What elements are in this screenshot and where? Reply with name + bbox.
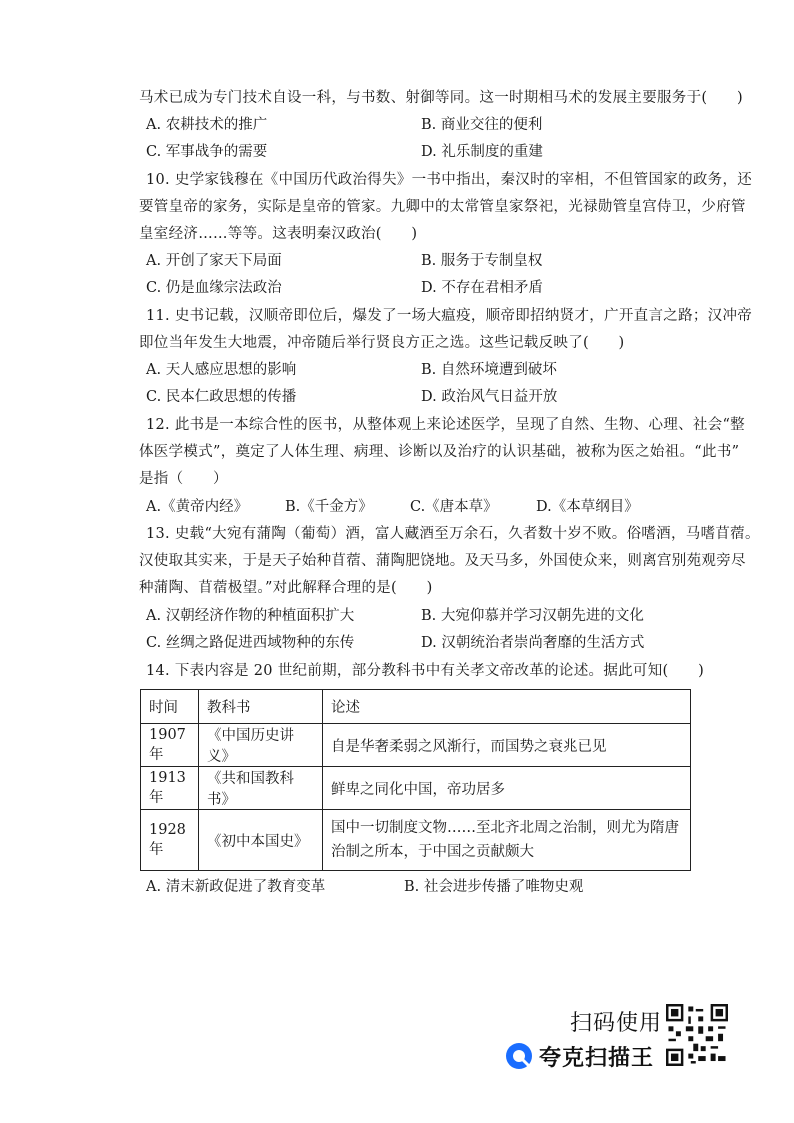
q9-option-c: C. 军事战争的需要 bbox=[146, 144, 268, 160]
q11-option-c: C. 民本仁政思想的传播 bbox=[146, 389, 297, 405]
table-row bbox=[141, 810, 691, 871]
question-12-line-1: 12. 此书是一本综合性的医书，从整体观上来论述医学，呈现了自然、生物、心理、社会“整 bbox=[146, 417, 745, 433]
scanner-brand bbox=[505, 1040, 654, 1072]
q14-option-b: B. 社会进步传播了唯物史观 bbox=[404, 879, 584, 895]
q13-option-c: C. 丝绸之路促进西域物种的东传 bbox=[146, 635, 355, 651]
question-14-stem: 14. 下表内容是 20 世纪前期，部分教科书中有关孝文帝改革的论述。据此可知( ) bbox=[146, 663, 705, 679]
q13-option-b: B. 大宛仰慕并学习汉朝先进的文化 bbox=[421, 608, 644, 624]
cell-textbook: 《初中本国史》 bbox=[199, 810, 323, 871]
table-header-row bbox=[141, 690, 691, 724]
header-discussion: 论述 bbox=[323, 690, 691, 724]
q10-option-d: D. 不存在君相矛盾 bbox=[421, 280, 543, 296]
brand-name: 夸克扫描王 bbox=[539, 1045, 655, 1071]
cell-discussion: 鲜卑之同化中国，帝功居多 bbox=[323, 767, 691, 810]
cell-discussion-text: 国中一切制度文物……至北齐北周之治制，则尤为隋唐治制之所本，于中国之贡献颇大 bbox=[331, 820, 679, 860]
cell-year: 1913 年 bbox=[141, 767, 199, 810]
question-12-line-2: 体医学模式”，奠定了人体生理、病理、诊断以及治疗的认识基础，被称为医之始祖。“此书” bbox=[139, 444, 740, 460]
cell-textbook: 《中国历史讲义》 bbox=[199, 724, 323, 767]
cell-year: 1907 年 bbox=[141, 724, 199, 767]
q12-option-a: A.《黄帝内经》 bbox=[146, 499, 249, 515]
table-row bbox=[141, 724, 691, 767]
question-10-line-3: 皇室经济……等等。这表明秦汉政治( ) bbox=[139, 226, 418, 242]
scan-to-use-label: 扫码使用 bbox=[570, 1011, 663, 1036]
question-10-line-2: 要管皇帝的家务，实际是皇帝的管家。九卿中的太常管皇家祭祀，光禄勋管皇宫侍卫，少府管 bbox=[139, 199, 746, 215]
question-10-line-1: 10. 史学家钱穆在《中国历代政治得失》一书中指出，秦汉时的宰相，不但管国家的政务，还 bbox=[146, 172, 753, 188]
question-13-line-2: 汉使取其实来，于是天子始种苜蓿、蒲陶肥饶地。及天马多，外国使众来，则离宫别苑观旁尽 bbox=[139, 553, 746, 569]
q14-option-a: A. 清末新政促进了教育变革 bbox=[146, 879, 326, 895]
question-13-line-1: 13. 史载“大宛有蒲陶（葡萄）酒，富人藏酒至万余石，久者数十岁不败。俗嗜酒，马嗜苜蓿。 bbox=[146, 526, 760, 542]
q12-option-d: D.《本草纲目》 bbox=[536, 499, 639, 515]
question-12-line-3: 是指（ ） bbox=[139, 471, 228, 487]
q13-option-a: A. 汉朝经济作物的种植面积扩大 bbox=[146, 608, 355, 624]
quark-logo-icon bbox=[505, 1042, 533, 1070]
cell-discussion: 自是华奢柔弱之风渐行，而国势之衰兆已见 bbox=[323, 724, 691, 767]
q11-option-b: B. 自然环境遭到破坏 bbox=[421, 362, 557, 378]
header-textbook: 教科书 bbox=[199, 690, 323, 724]
header-time: 时间 bbox=[141, 690, 199, 724]
q9-option-a: A. 农耕技术的推广 bbox=[146, 117, 268, 133]
q11-option-a: A. 天人感应思想的影响 bbox=[146, 362, 297, 378]
qr-code-icon[interactable] bbox=[666, 1004, 728, 1066]
cell-year: 1928 年 bbox=[141, 810, 199, 871]
q12-option-c: C.《唐本草》 bbox=[410, 499, 498, 515]
q10-option-c: C. 仍是血缘宗法政治 bbox=[146, 280, 282, 296]
table-row bbox=[141, 767, 691, 810]
q9-option-d: D. 礼乐制度的重建 bbox=[421, 144, 543, 160]
q11-option-d: D. 政治风气日益开放 bbox=[421, 389, 558, 405]
cell-discussion bbox=[323, 810, 691, 871]
question-13-line-3: 种蒲陶、苜蓿极望。”对此解释合理的是( ) bbox=[139, 580, 433, 596]
question-11-line-2: 即位当年发生大地震，冲帝随后举行贤良方正之选。这些记载反映了( ) bbox=[139, 335, 625, 351]
q12-option-b: B.《千金方》 bbox=[285, 499, 373, 515]
q13-option-d: D. 汉朝统治者崇尚奢靡的生活方式 bbox=[421, 635, 645, 651]
q10-option-a: A. 开创了家天下局面 bbox=[146, 253, 282, 269]
cell-textbook: 《共和国教科书》 bbox=[199, 767, 323, 810]
q10-option-b: B. 服务于专制皇权 bbox=[421, 253, 543, 269]
q9-option-b: B. 商业交往的便利 bbox=[421, 117, 543, 133]
question-9-stem-tail: 马术已成为专门技术自设一科，与书数、射御等同。这一时期相马术的发展主要服务于( ) bbox=[139, 90, 743, 106]
textbook-table bbox=[140, 689, 691, 871]
question-11-line-1: 11. 史书记载，汉顺帝即位后，爆发了一场大瘟疫，顺帝即招纳贤才，广开直言之路；汉冲帝 bbox=[146, 308, 753, 324]
